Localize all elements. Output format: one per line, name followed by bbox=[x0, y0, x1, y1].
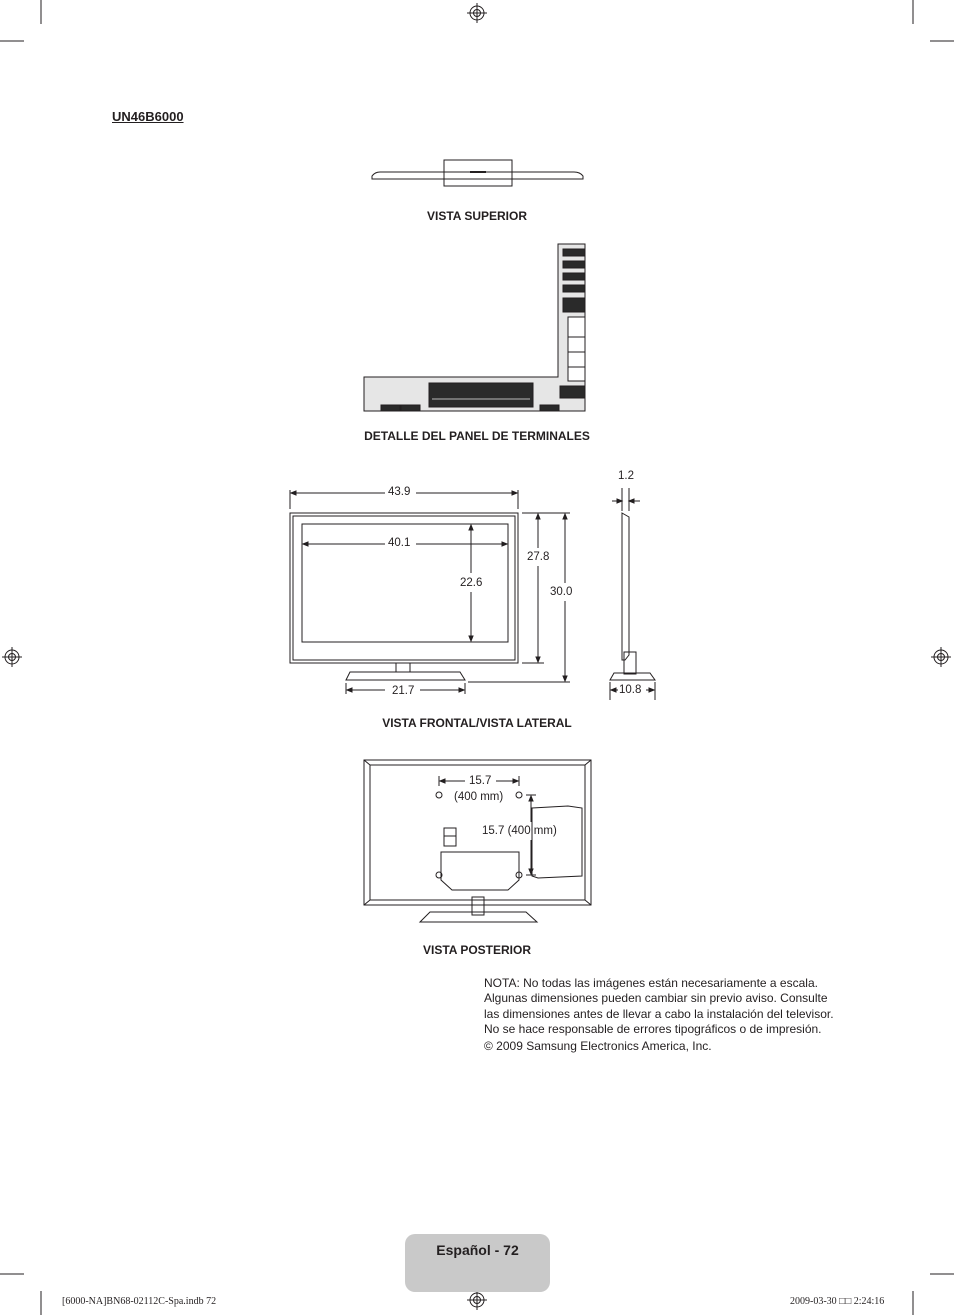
caption-front-side-view: VISTA FRONTAL/VISTA LATERAL bbox=[382, 716, 572, 730]
terminal-panel-drawing bbox=[364, 244, 585, 411]
dim-body-height: 27.8 bbox=[527, 551, 550, 563]
dim-depth: 1.2 bbox=[618, 470, 634, 482]
dim-screen-width: 40.1 bbox=[388, 537, 411, 549]
dim-stand-depth: 10.8 bbox=[619, 684, 642, 696]
front-view-drawing bbox=[290, 490, 573, 694]
footer-timestamp: 2009-03-30 □□ 2:24:16 bbox=[790, 1296, 885, 1307]
dim-vesa-horizontal: 15.7 bbox=[469, 775, 492, 787]
page-number: Español - 72 bbox=[436, 1242, 519, 1258]
registration-marks bbox=[2, 3, 951, 1310]
caption-terminal-panel: DETALLE DEL PANEL DE TERMINALES bbox=[364, 429, 590, 443]
dim-vesa-vertical: 15.7 (400 mm) bbox=[482, 825, 557, 837]
note-text: NOTA: No todas las imágenes están necesariamente a escala. Algunas dimensiones pueden cambiar sin previo aviso. Consulte las dimensiones antes de llevar a cabo la instalación del televisor. No se hace responsable de errores tipográficos o de impresión. bbox=[484, 976, 834, 1036]
caption-top-view: VISTA SUPERIOR bbox=[426, 209, 527, 223]
model-number: UN46B6000 bbox=[112, 109, 184, 124]
top-view-drawing bbox=[372, 160, 583, 186]
dim-overall-width: 43.9 bbox=[388, 486, 411, 498]
footer-file-name: [6000-NA]BN68-02112C-Spa.indb 72 bbox=[62, 1296, 217, 1307]
dim-stand-width: 21.7 bbox=[392, 685, 415, 697]
caption-rear-view: VISTA POSTERIOR bbox=[422, 943, 531, 957]
side-view-drawing bbox=[610, 488, 655, 700]
dim-vesa-horizontal-mm: (400 mm) bbox=[454, 791, 504, 803]
disclaimer-note bbox=[484, 976, 844, 1054]
copyright: © 2009 Samsung Electronics America, Inc. bbox=[484, 1039, 712, 1054]
dim-screen-height: 22.6 bbox=[460, 577, 483, 589]
dim-total-height: 30.0 bbox=[550, 586, 573, 598]
